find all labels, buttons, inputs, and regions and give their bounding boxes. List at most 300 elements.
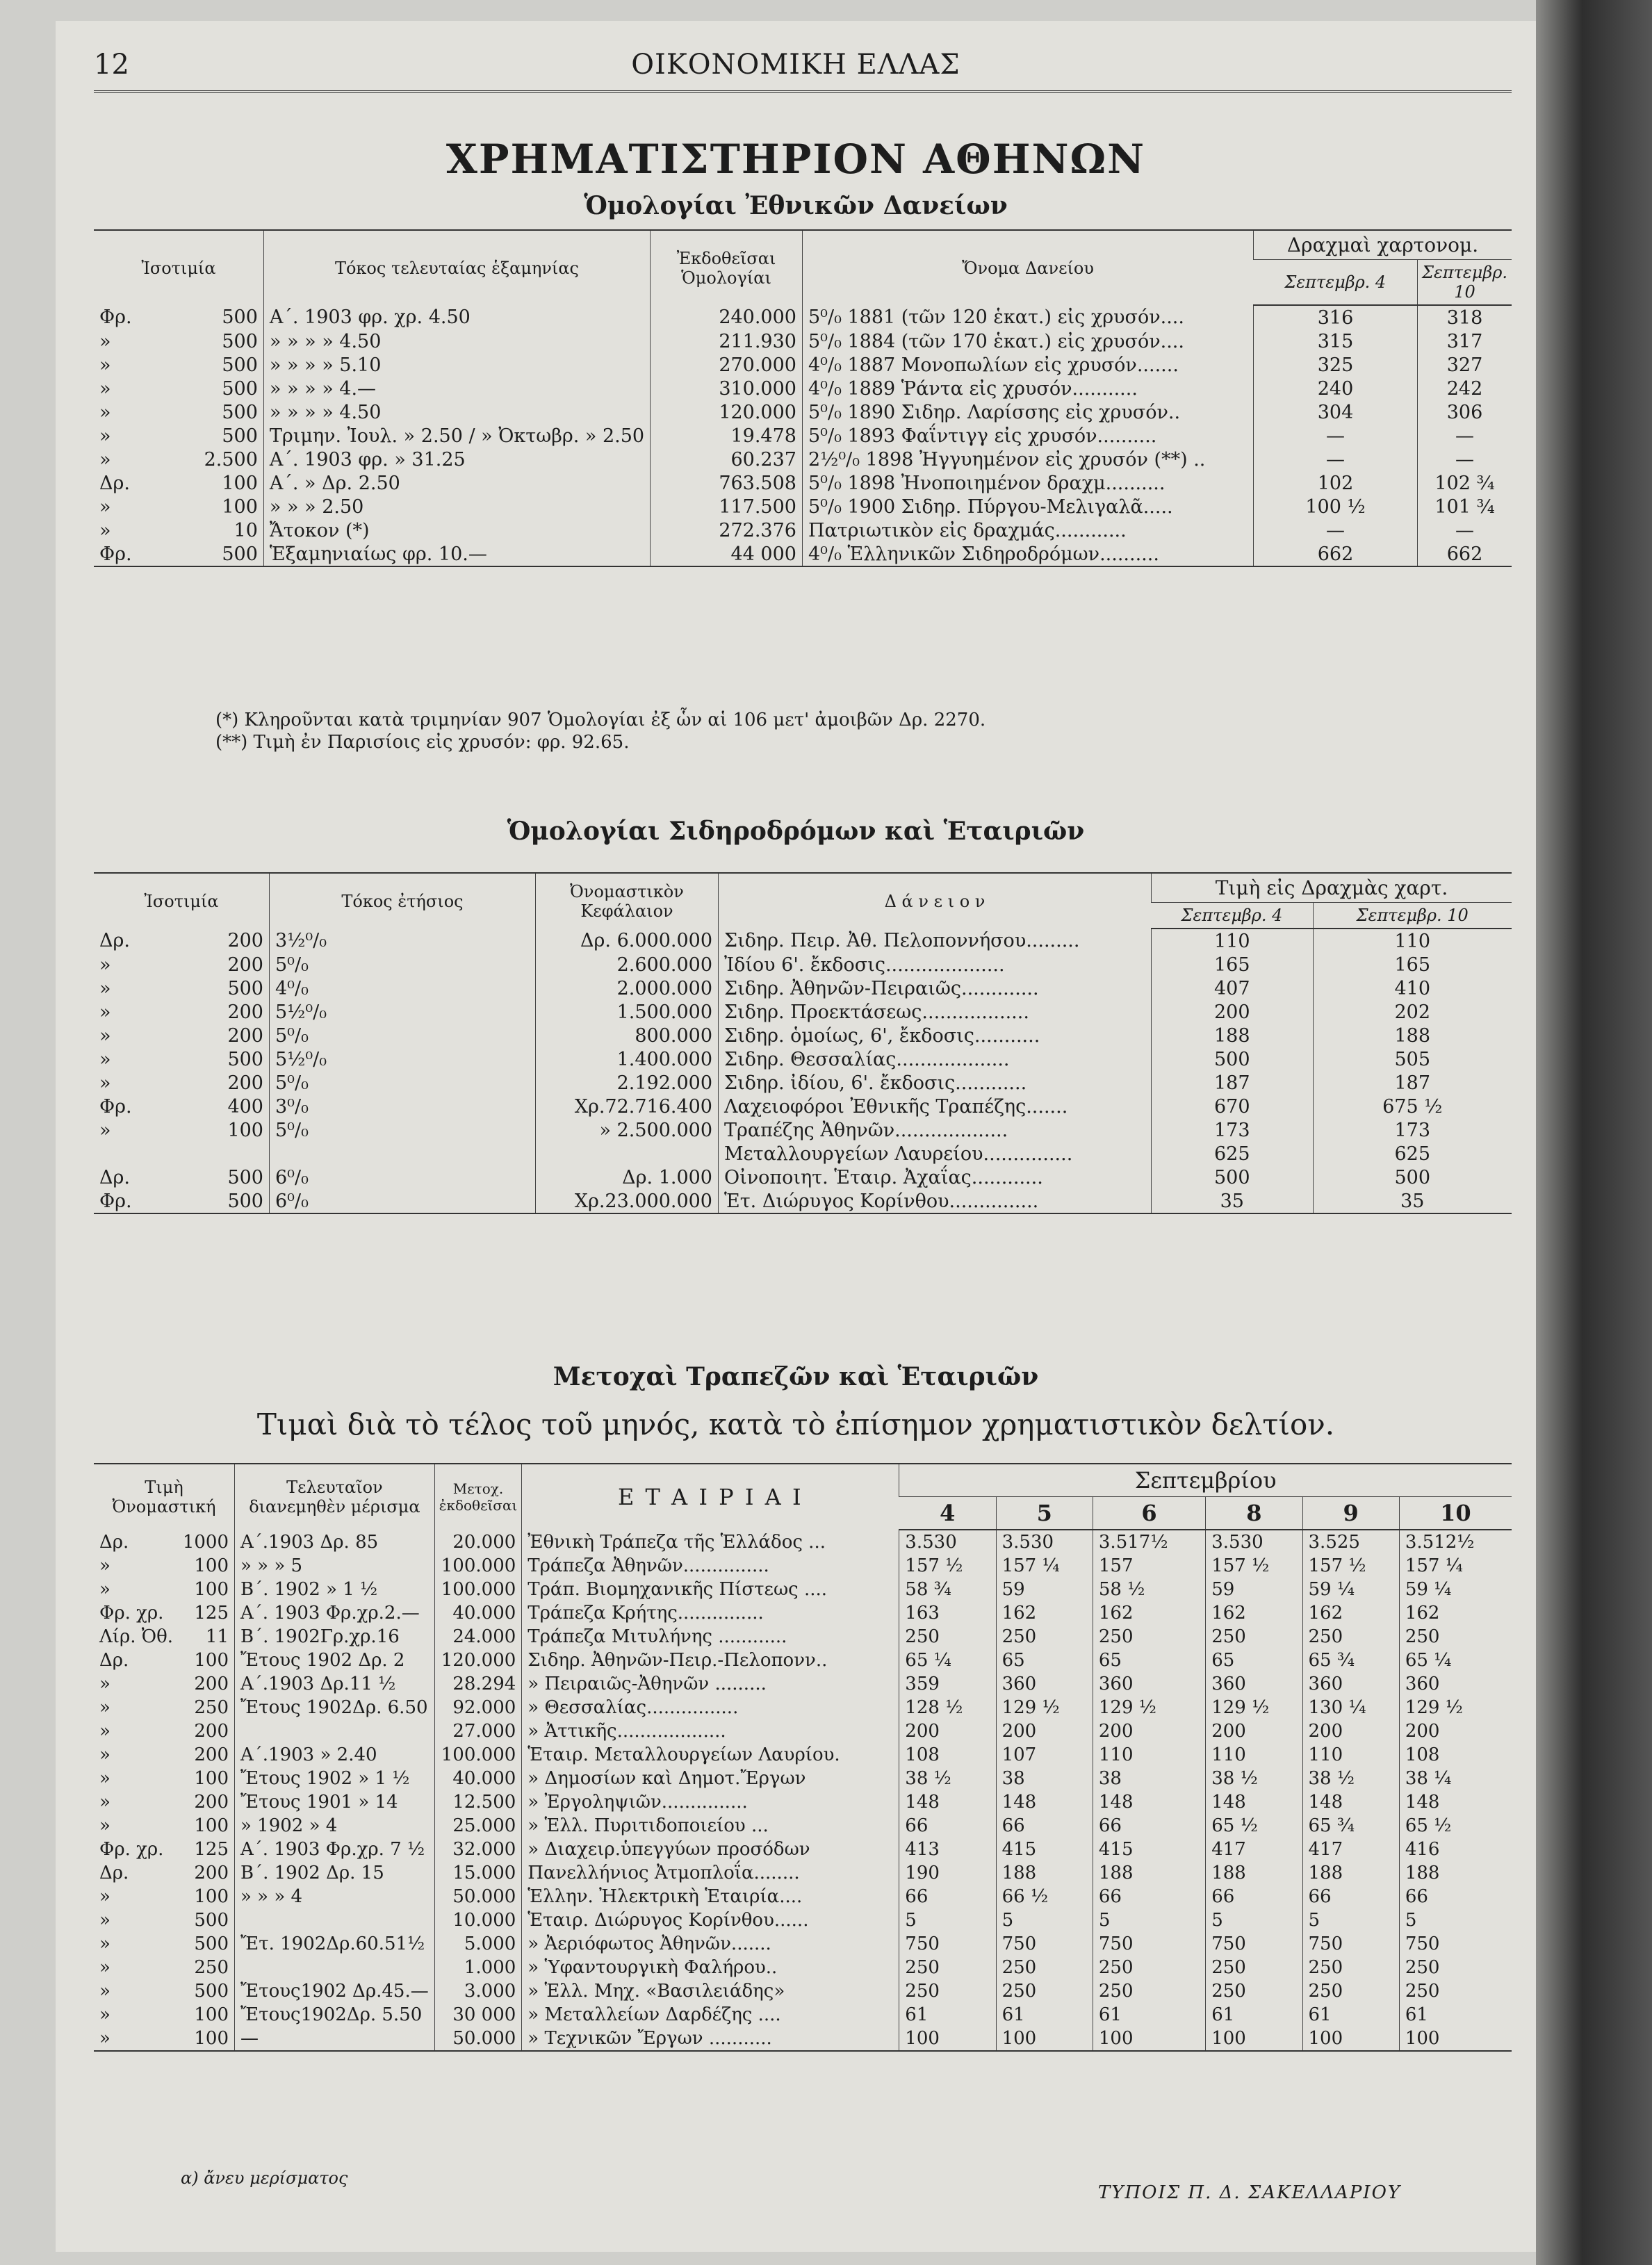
currency: »: [99, 1744, 111, 1765]
interest-cell: 5½⁰/₀: [270, 1000, 536, 1024]
note-2: (**) Τιμὴ ἐν Παρισίοις εἰς χρυσόν: φρ. 92.65.: [215, 732, 630, 753]
nominal-cell: [94, 1649, 235, 1672]
interest-cell: Α΄. 1903 φρ. » 31.25: [263, 448, 650, 471]
price-cell: 38: [996, 1767, 1093, 1790]
shares-cell: 30 000: [434, 2003, 522, 2027]
price-cell: 306: [1418, 400, 1512, 424]
par-value: 10: [234, 519, 258, 541]
currency: Δρ.: [99, 1531, 129, 1553]
price-cell: 66: [1302, 1885, 1399, 1908]
table-row: [94, 518, 1512, 542]
isotimia-cell: [94, 448, 263, 471]
price-cell: 59 ¼: [1302, 1578, 1399, 1601]
price-cell: 200: [996, 1719, 1093, 1743]
table-row: [94, 1743, 1512, 1767]
interest-cell: Ἑξαμηνιαίως φρ. 10.—: [263, 542, 650, 566]
company-cell: » Ἐργοληψιῶν...............: [522, 1790, 899, 1814]
interest-cell: » » » » 4.50: [263, 329, 650, 353]
dividend-cell: [235, 1908, 435, 1932]
price-cell: 61: [899, 2003, 996, 2027]
price-cell: 157 ¼: [996, 1554, 1093, 1578]
par-value: 250: [194, 1957, 229, 1978]
issued-cell: 763.508: [651, 471, 803, 495]
dividend-cell: Α΄.1903 Δρ. 85: [235, 1530, 435, 1554]
dividend-cell: » » » 4: [235, 1885, 435, 1908]
nominal-cell: [94, 1838, 235, 1861]
price-cell: 187: [1152, 1071, 1314, 1095]
interest-cell: 6⁰/₀: [270, 1166, 536, 1189]
loan-name-cell: 5⁰/₀ 1893 Φαΐντιγγ εἰς χρυσόν..........: [802, 424, 1253, 448]
isotimia-cell: [94, 1142, 270, 1166]
nominal-cell: [94, 1767, 235, 1790]
loan-name-cell: Σιδηρ. Πειρ. Ἀθ. Πελοποννήσου.........: [719, 929, 1152, 953]
price-cell: 250: [1399, 1956, 1512, 1979]
loan-name-cell: Σιδηρ. ὁμοίως, 6', ἔκδοσις...........: [719, 1024, 1152, 1047]
issued-cell: 60.237: [651, 448, 803, 471]
company-cell: » Μεταλλείων Δαρδέζης ....: [522, 2003, 899, 2027]
shares-cell: 3.000: [434, 1979, 522, 2003]
header-price: Τιμὴ εἰς Δραχμὰς χαρτ.: [1152, 873, 1512, 903]
dividend-cell: [235, 1719, 435, 1743]
table-row: [94, 377, 1512, 400]
par-value: 500: [222, 377, 258, 400]
isotimia-cell: [94, 1166, 270, 1189]
par-value: 100: [194, 1579, 229, 1600]
currency: »: [99, 1024, 111, 1047]
price-cell: 250: [899, 1625, 996, 1649]
price-cell: 66: [1399, 1885, 1512, 1908]
price-cell: 148: [1399, 1790, 1512, 1814]
price-cell: 162: [1093, 1601, 1205, 1625]
price-cell: 250: [1399, 1979, 1512, 2003]
price-cell: 165: [1152, 953, 1314, 976]
nominal-cell: [94, 1672, 235, 1696]
price-cell: 250: [1093, 1625, 1205, 1649]
dividend-cell: Β΄. 1902Γρ.χρ.16: [235, 1625, 435, 1649]
issued-cell: 19.478: [651, 424, 803, 448]
table-row: [94, 1814, 1512, 1838]
price-cell: 100 ½: [1254, 495, 1418, 518]
loan-name-cell: Σιδηρ. ἰδίου, 6'. ἔκδοσις............: [719, 1071, 1152, 1095]
footnote: α) ἄνευ μερίσματος: [181, 2168, 348, 2188]
price-cell: 66 ½: [996, 1885, 1093, 1908]
price-cell: 317: [1418, 329, 1512, 353]
par-value: 100: [194, 1815, 229, 1836]
isotimia-cell: [94, 976, 270, 1000]
section3-title: Μετοχαὶ Τραπεζῶν καὶ Ἑταιριῶν: [553, 1362, 1039, 1391]
table-row: [94, 1767, 1512, 1790]
price-cell: 250: [1206, 1956, 1302, 1979]
par-value: 500: [222, 425, 258, 447]
price-cell: 59: [996, 1578, 1093, 1601]
price-cell: 625: [1313, 1142, 1512, 1166]
price-cell: 250: [899, 1956, 996, 1979]
capital-cell: 2.600.000: [536, 953, 719, 976]
header-day: 9: [1302, 1497, 1399, 1530]
shares-cell: 100.000: [434, 1578, 522, 1601]
company-cell: Ἐθνικὴ Τράπεζα τῆς Ἑλλάδος ...: [522, 1530, 899, 1554]
loan-name-cell: Πατριωτικὸν εἰς δραχμάς............: [802, 518, 1253, 542]
par-value: 200: [194, 1792, 229, 1813]
company-cell: » Δημοσίων καὶ Δημοτ.Ἔργων: [522, 1767, 899, 1790]
par-value: 2.500: [204, 448, 258, 471]
header-date-2: Σεπτεμβρ. 10: [1313, 903, 1512, 929]
price-cell: 250: [996, 1625, 1093, 1649]
price-cell: 100: [1093, 2027, 1205, 2051]
price-cell: 61: [996, 2003, 1093, 2027]
price-cell: 157: [1093, 1554, 1205, 1578]
company-cell: Τράπεζα Ἀθηνῶν...............: [522, 1554, 899, 1578]
loan-name-cell: Ἑτ. Διώρυγος Κορίνθου...............: [719, 1189, 1152, 1213]
price-cell: 188: [1093, 1861, 1205, 1885]
isotimia-cell: [94, 1024, 270, 1047]
loan-name-cell: Τραπέζης Ἀθηνῶν...................: [719, 1118, 1152, 1142]
dividend-cell: Ἔτους1902Δρ. 5.50: [235, 2003, 435, 2027]
dividend-cell: Ἔτους 1902 » 1 ½: [235, 1767, 435, 1790]
price-cell: 101 ¾: [1418, 495, 1512, 518]
price-cell: 750: [899, 1932, 996, 1956]
price-cell: 110: [1302, 1743, 1399, 1767]
header-tokos: Τόκος ἐτήσιος: [270, 873, 536, 929]
capital-cell: Δρ. 1.000: [536, 1166, 719, 1189]
interest-cell: Ἄτοκον (*): [263, 518, 650, 542]
header-loan-name: Ὄνομα Δανείου: [802, 230, 1253, 305]
price-cell: 3.512½: [1399, 1530, 1512, 1554]
price-cell: 417: [1302, 1838, 1399, 1861]
price-cell: 38: [1093, 1767, 1205, 1790]
currency: »: [99, 1555, 111, 1576]
company-cell: Ἑταιρ. Μεταλλουργείων Λαυρίου.: [522, 1743, 899, 1767]
price-cell: 129 ½: [1093, 1696, 1205, 1719]
dividend-cell: Ἔτους 1901 » 14: [235, 1790, 435, 1814]
par-value: 500: [222, 354, 258, 376]
shares-cell: 1.000: [434, 1956, 522, 1979]
company-cell: » Ἑλλ. Πυριτιδοποιείου ...: [522, 1814, 899, 1838]
price-cell: 100: [1302, 2027, 1399, 2051]
table-row: [94, 448, 1512, 471]
loan-name-cell: Λαχειοφόροι Ἐθνικῆς Τραπέζης.......: [719, 1095, 1152, 1118]
loan-name-cell: 5⁰/₀ 1881 (τῶν 120 ἑκατ.) εἰς χρυσόν....: [802, 305, 1253, 329]
table-row: [94, 1189, 1512, 1213]
currency: »: [99, 1001, 111, 1023]
price-cell: 187: [1313, 1071, 1512, 1095]
isotimia-cell: [94, 542, 263, 566]
price-cell: 65: [1206, 1649, 1302, 1672]
shares-cell: 92.000: [434, 1696, 522, 1719]
par-value: 100: [222, 472, 258, 494]
capital-cell: 1.500.000: [536, 1000, 719, 1024]
price-cell: 327: [1418, 353, 1512, 377]
price-cell: 500: [1152, 1047, 1314, 1071]
price-cell: 3.530: [899, 1530, 996, 1554]
par-value: 125: [194, 1839, 229, 1860]
par-value: 500: [194, 1933, 229, 1954]
price-cell: 61: [1093, 2003, 1205, 2027]
running-title: ΟΙΚΟΝΟΜΙΚΗ ΕΛΛΑΣ: [631, 49, 960, 81]
interest-cell: » » » 2.50: [263, 495, 650, 518]
currency: Δρ.: [99, 1166, 130, 1188]
currency: »: [99, 1048, 111, 1070]
isotimia-cell: [94, 400, 263, 424]
isotimia-cell: [94, 495, 263, 518]
price-cell: 173: [1152, 1118, 1314, 1142]
dividend-cell: Ἔτους1902 Δρ.45.—: [235, 1979, 435, 2003]
company-cell: Τράπεζα Μιτυλήνης ............: [522, 1625, 899, 1649]
price-cell: 3.517½: [1093, 1530, 1205, 1554]
nominal-cell: [94, 1790, 235, 1814]
price-cell: 416: [1399, 1838, 1512, 1861]
national-loans-table: [94, 229, 1512, 567]
par-value: 500: [227, 1190, 263, 1212]
price-cell: 110: [1093, 1743, 1205, 1767]
currency: »: [99, 2004, 111, 2025]
price-cell: 129 ½: [1399, 1696, 1512, 1719]
table-row: [94, 1530, 1512, 1554]
section2-title: Ὁμολογίαι Σιδηροδρόμων καὶ Ἑταιριῶν: [507, 817, 1085, 846]
currency: Δρ.: [99, 472, 130, 494]
price-cell: 38 ¼: [1399, 1767, 1512, 1790]
isotimia-cell: [94, 1095, 270, 1118]
shares-cell: 15.000: [434, 1861, 522, 1885]
shares-cell: 32.000: [434, 1838, 522, 1861]
nominal-cell: [94, 1743, 235, 1767]
price-cell: 129 ½: [996, 1696, 1093, 1719]
table-row: [94, 1790, 1512, 1814]
loan-name-cell: 2½⁰/₀ 1898 Ἠγγυημένον εἰς χρυσόν (**) ..: [802, 448, 1253, 471]
loan-name-cell: 5⁰/₀ 1884 (τῶν 170 ἑκατ.) εἰς χρυσόν....: [802, 329, 1253, 353]
price-cell: 325: [1254, 353, 1418, 377]
price-cell: 190: [899, 1861, 996, 1885]
shares-cell: 5.000: [434, 1932, 522, 1956]
isotimia-cell: [94, 353, 263, 377]
price-cell: 165: [1313, 953, 1512, 976]
price-cell: 360: [996, 1672, 1093, 1696]
table-row: [94, 471, 1512, 495]
price-cell: 157 ½: [1206, 1554, 1302, 1578]
nominal-cell: [94, 1554, 235, 1578]
isotimia-cell: [94, 424, 263, 448]
par-value: 500: [222, 306, 258, 328]
price-cell: 65 ½: [1206, 1814, 1302, 1838]
company-cell: » Ἀεριόφωτος Ἀθηνῶν.......: [522, 1932, 899, 1956]
isotimia-cell: [94, 329, 263, 353]
price-cell: 407: [1152, 976, 1314, 1000]
price-cell: 240: [1254, 377, 1418, 400]
nominal-cell: [94, 1719, 235, 1743]
header-shares-issued: Μετοχ. ἐκδοθεῖσαι: [434, 1464, 522, 1530]
price-cell: 58 ½: [1093, 1578, 1205, 1601]
price-cell: 5: [996, 1908, 1093, 1932]
par-value: 200: [194, 1721, 229, 1742]
loan-name-cell: 4⁰/₀ 1889 Ῥάντα εἰς χρυσόν...........: [802, 377, 1253, 400]
par-value: 200: [227, 930, 263, 951]
price-cell: 188: [1313, 1024, 1512, 1047]
interest-cell: 3½⁰/₀: [270, 929, 536, 953]
shares-cell: 40.000: [434, 1601, 522, 1625]
price-cell: 163: [899, 1601, 996, 1625]
price-cell: 65 ¼: [1399, 1649, 1512, 1672]
price-cell: 202: [1313, 1000, 1512, 1024]
isotimia-cell: [94, 1071, 270, 1095]
par-value: 500: [194, 1910, 229, 1931]
currency: »: [99, 1792, 111, 1813]
par-value: 500: [227, 1048, 263, 1070]
currency: »: [99, 448, 111, 471]
currency: »: [99, 1957, 111, 1978]
table-row: [94, 1047, 1512, 1071]
price-cell: 670: [1152, 1095, 1314, 1118]
table-row: [94, 953, 1512, 976]
issued-cell: 240.000: [651, 305, 803, 329]
capital-cell: Χρ.23.000.000: [536, 1189, 719, 1213]
header-paper-drachmas: Δραχμαὶ χαρτονομ.: [1254, 230, 1512, 260]
table-row: [94, 1554, 1512, 1578]
shares-cell: 28.294: [434, 1672, 522, 1696]
par-value: 100: [194, 1555, 229, 1576]
table-row: [94, 305, 1512, 329]
isotimia-cell: [94, 1000, 270, 1024]
price-cell: 66: [996, 1814, 1093, 1838]
company-cell: » Τεχνικῶν Ἔργων ...........: [522, 2027, 899, 2051]
company-cell: Σιδηρ. Ἀθηνῶν-Πειρ.-Πελοπονν..: [522, 1649, 899, 1672]
price-cell: 148: [899, 1790, 996, 1814]
price-cell: 750: [1399, 1932, 1512, 1956]
nominal-cell: [94, 1578, 235, 1601]
par-value: 400: [227, 1095, 263, 1118]
price-cell: 162: [996, 1601, 1093, 1625]
isotimia-cell: [94, 471, 263, 495]
nominal-cell: [94, 1885, 235, 1908]
table-row: [94, 1672, 1512, 1696]
price-cell: 200: [899, 1719, 996, 1743]
currency: Δρ.: [99, 1863, 129, 1883]
price-cell: 162: [1399, 1601, 1512, 1625]
loan-name-cell: Οἰνοποιητ. Ἑταιρ. Ἀχαΐας............: [719, 1166, 1152, 1189]
shares-cell: 27.000: [434, 1719, 522, 1743]
par-value: 1000: [182, 1531, 229, 1553]
price-cell: 200: [1206, 1719, 1302, 1743]
loan-name-cell: 5⁰/₀ 1900 Σιδηρ. Πύργου-Μελιγαλᾶ.....: [802, 495, 1253, 518]
par-value: 500: [227, 977, 263, 999]
price-cell: 102 ¾: [1418, 471, 1512, 495]
currency: »: [99, 401, 111, 423]
capital-cell: [536, 1142, 719, 1166]
table-row: [94, 2003, 1512, 2027]
price-cell: 200: [1093, 1719, 1205, 1743]
dividend-cell: —: [235, 2027, 435, 2051]
shares-table: [94, 1463, 1512, 2052]
price-cell: 100: [899, 2027, 996, 2051]
price-cell: 315: [1254, 329, 1418, 353]
price-cell: 66: [1206, 1885, 1302, 1908]
price-cell: 35: [1152, 1189, 1314, 1213]
dividend-cell: » 1902 » 4: [235, 1814, 435, 1838]
currency: »: [99, 330, 111, 352]
header-day: 6: [1093, 1497, 1205, 1530]
price-cell: 250: [1302, 1956, 1399, 1979]
price-cell: 250: [1302, 1625, 1399, 1649]
nominal-cell: [94, 1932, 235, 1956]
price-cell: 66: [1093, 1814, 1205, 1838]
page-number: 12: [94, 49, 129, 81]
price-cell: 675 ½: [1313, 1095, 1512, 1118]
company-cell: » Θεσσαλίας................: [522, 1696, 899, 1719]
dividend-cell: Α΄. 1903 Φρ.χρ.2.—: [235, 1601, 435, 1625]
shares-cell: 50.000: [434, 1885, 522, 1908]
printer-credit: ΤΥΠΟΙΣ Π. Δ. ΣΑΚΕΛΛΑΡΙΟΥ: [1098, 2182, 1402, 2203]
price-cell: 100: [1206, 2027, 1302, 2051]
price-cell: 415: [996, 1838, 1093, 1861]
par-value: 100: [222, 496, 258, 518]
price-cell: 5: [1093, 1908, 1205, 1932]
dividend-cell: Α΄.1903 Δρ.11 ½: [235, 1672, 435, 1696]
shares-cell: 50.000: [434, 2027, 522, 2051]
price-cell: 66: [899, 1814, 996, 1838]
interest-cell: [270, 1142, 536, 1166]
isotimia-cell: [94, 953, 270, 976]
header-date-1: Σεπτεμβρ. 4: [1254, 260, 1418, 306]
currency: »: [99, 977, 111, 999]
isotimia-cell: [94, 305, 263, 329]
currency: »: [99, 1815, 111, 1836]
table-row: [94, 1696, 1512, 1719]
par-value: 100: [194, 1768, 229, 1789]
interest-cell: Τριμην. Ἰουλ. » 2.50 / » Ὀκτωβρ. » 2.50: [263, 424, 650, 448]
price-cell: 66: [1093, 1885, 1205, 1908]
issued-cell: 310.000: [651, 377, 803, 400]
nominal-cell: [94, 1956, 235, 1979]
price-cell: 316: [1254, 305, 1418, 329]
currency: Φρ.: [99, 306, 132, 328]
par-value: 500: [222, 543, 258, 565]
isotimia-cell: [94, 1118, 270, 1142]
header-date-2: Σεπτεμβρ. 10: [1418, 260, 1512, 306]
price-cell: 360: [1399, 1672, 1512, 1696]
price-cell: 413: [899, 1838, 996, 1861]
interest-cell: » » » » 5.10: [263, 353, 650, 377]
price-cell: 359: [899, 1672, 996, 1696]
price-cell: 3.530: [996, 1530, 1093, 1554]
isotimia-cell: [94, 929, 270, 953]
price-cell: 148: [1206, 1790, 1302, 1814]
dividend-cell: » » » 5: [235, 1554, 435, 1578]
loan-name-cell: Ἰδίου 6'. ἔκδοσις....................: [719, 953, 1152, 976]
dividend-cell: Ἔτους 1902 Δρ. 2: [235, 1649, 435, 1672]
shares-cell: 120.000: [434, 1649, 522, 1672]
price-cell: 500: [1152, 1166, 1314, 1189]
par-value: 200: [227, 1001, 263, 1023]
price-cell: 65 ½: [1399, 1814, 1512, 1838]
table-row: [94, 1625, 1512, 1649]
nominal-cell: [94, 2003, 235, 2027]
interest-cell: 5⁰/₀: [270, 953, 536, 976]
price-cell: 162: [1206, 1601, 1302, 1625]
dividend-cell: Α΄.1903 » 2.40: [235, 1743, 435, 1767]
nominal-cell: [94, 1530, 235, 1554]
table-row: [94, 400, 1512, 424]
price-cell: 59 ¼: [1399, 1578, 1512, 1601]
interest-cell: 5⁰/₀: [270, 1071, 536, 1095]
currency: Φρ. χρ.: [99, 1603, 164, 1624]
price-cell: 625: [1152, 1142, 1314, 1166]
shares-cell: 25.000: [434, 1814, 522, 1838]
table-row: [94, 2027, 1512, 2051]
interest-cell: Α΄. 1903 φρ. χρ. 4.50: [263, 305, 650, 329]
currency: »: [99, 1674, 111, 1694]
par-value: 200: [194, 1863, 229, 1883]
header-tokos: Τόκος τελευταίας ἑξαμηνίας: [263, 230, 650, 305]
currency: »: [99, 954, 111, 976]
